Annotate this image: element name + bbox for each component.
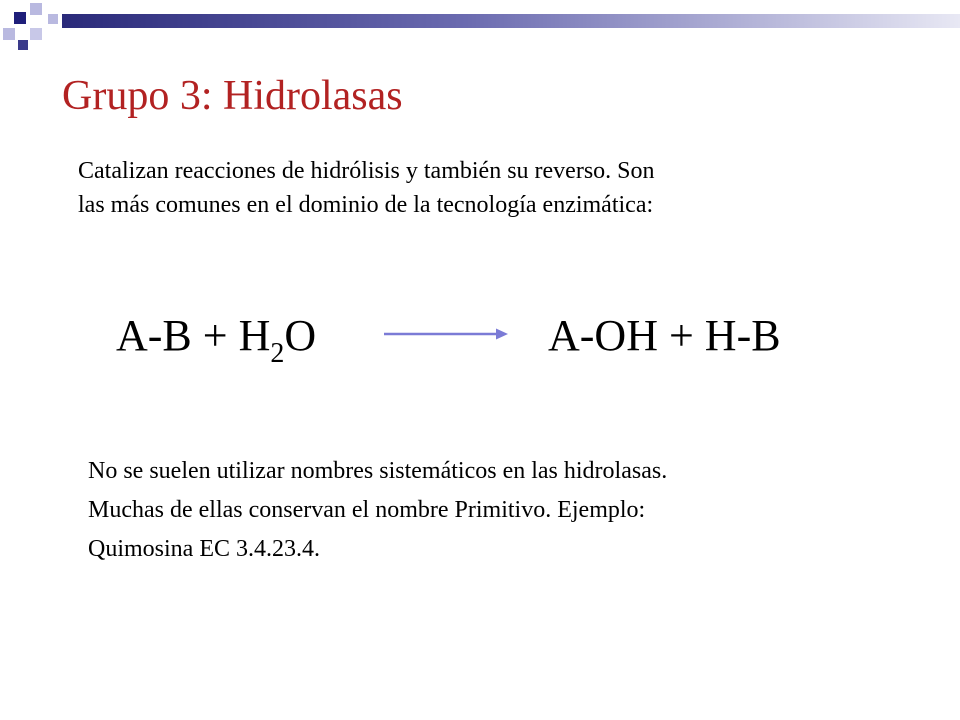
- decor-square-lavender-2: [3, 28, 15, 40]
- intro-line-1: Catalizan reacciones de hidrólisis y también su reverso. Son: [78, 158, 655, 184]
- reactant-text-b: O: [284, 311, 317, 360]
- slide-title: Grupo 3: Hidrolasas: [62, 73, 403, 119]
- intro-paragraph: [78, 154, 655, 222]
- decor-square-lavender-1: [30, 3, 42, 15]
- note-line-2: Muchas de ellas conservan el nombre Primitivo. Ejemplo:: [88, 497, 646, 523]
- note-line-3: Quimosina EC 3.4.23.4.: [88, 536, 320, 562]
- header-gradient-bar: [62, 14, 960, 28]
- decor-square-lavender-4: [48, 14, 58, 24]
- note-paragraph: [88, 452, 667, 569]
- hydrolysis-equation: [116, 308, 876, 378]
- water-subscript: 2: [270, 338, 285, 369]
- equation-products: A-OH + H-B: [548, 311, 781, 360]
- reaction-arrow-icon: [382, 324, 510, 344]
- decor-square-navy: [14, 12, 26, 24]
- equation-reactants: [116, 308, 317, 369]
- note-line-1: No se suelen utilizar nombres sistemáticos en las hidrolasas.: [88, 458, 668, 484]
- reactant-text-a: A-B + H: [116, 311, 271, 360]
- decor-square-lavender-3: [30, 28, 42, 40]
- decor-square-navy-small: [18, 40, 28, 50]
- intro-line-2: las más comunes en el dominio de la tecnología enzimática:: [78, 192, 654, 218]
- header-decoration: [0, 0, 960, 60]
